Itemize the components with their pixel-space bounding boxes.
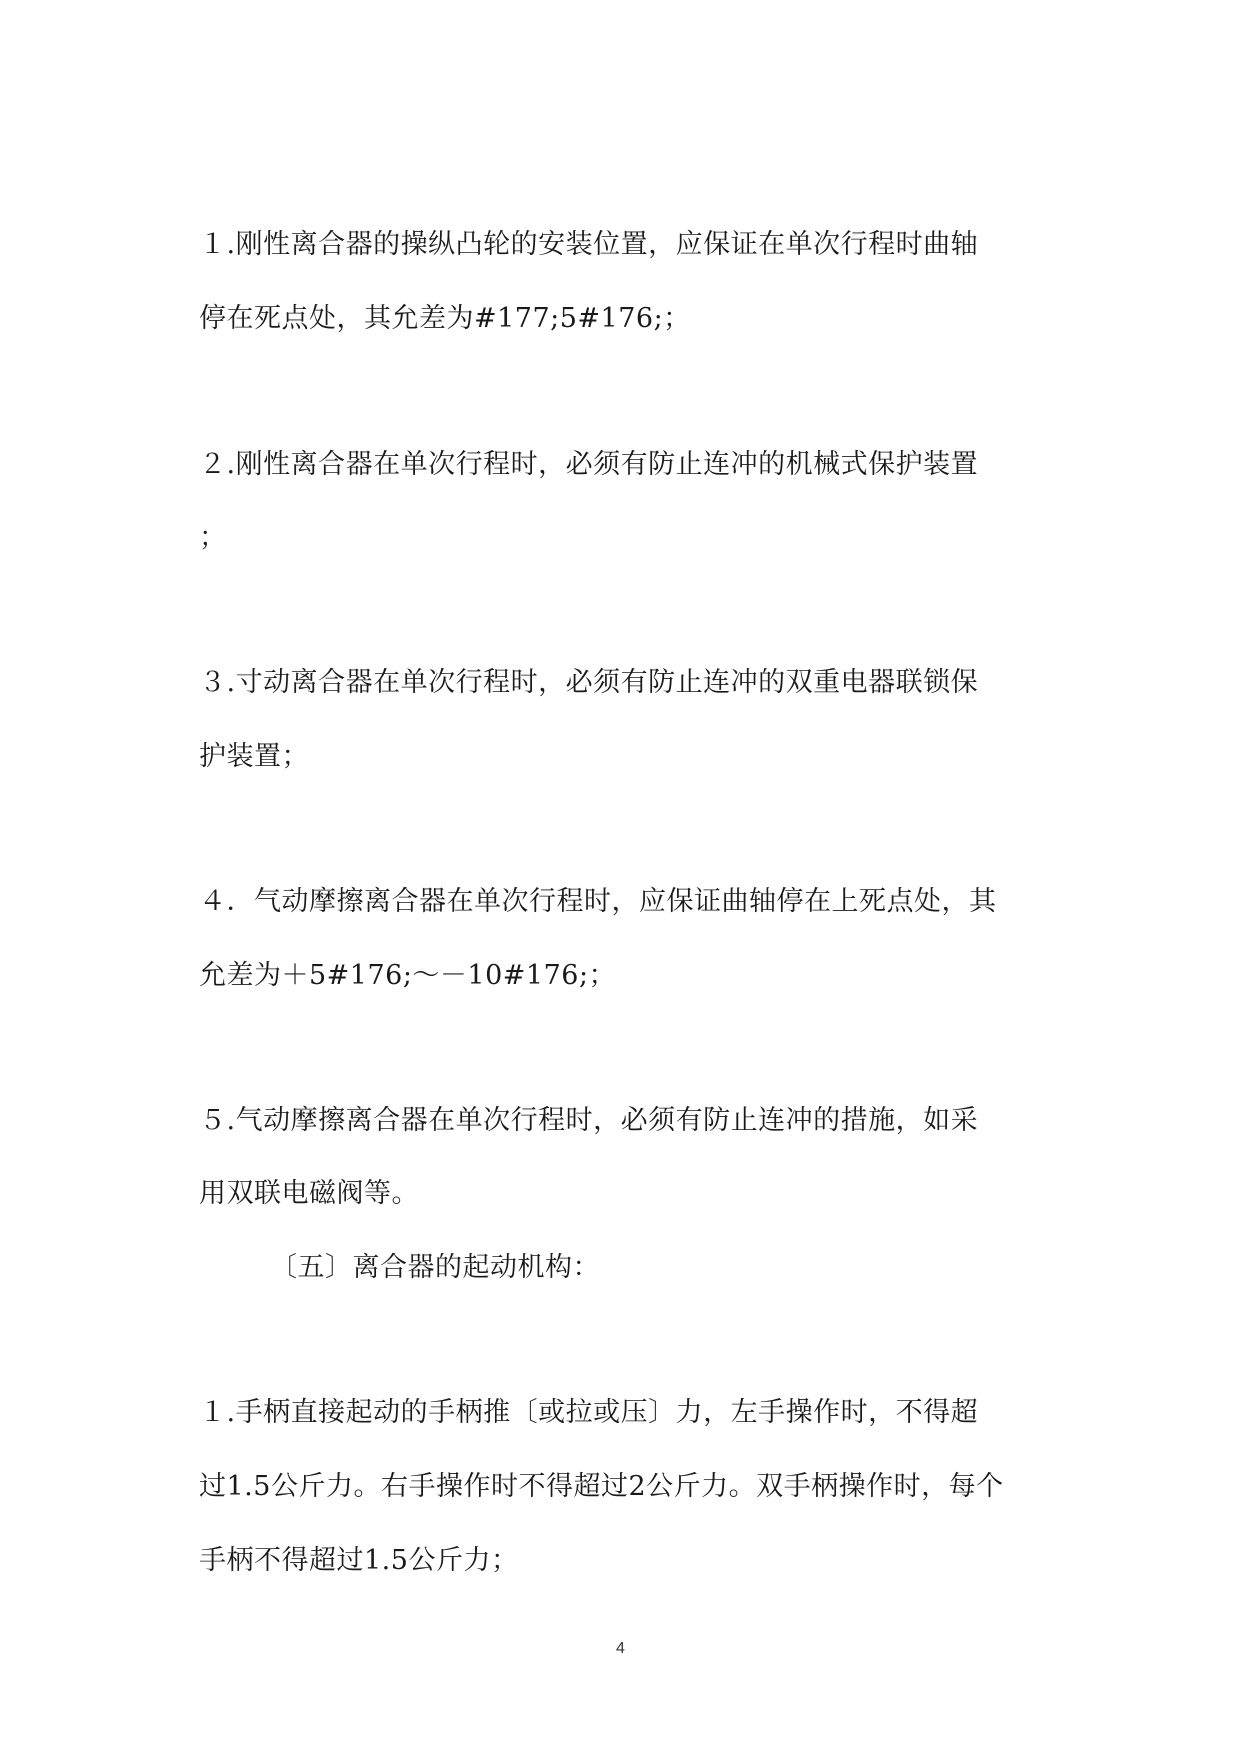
paragraph-6-line-1: １.手柄直接起动的手柄推〔或拉或压〕力，左手操作时，不得超: [199, 1397, 979, 1428]
paragraph-6-line-3: 手柄不得超过1.5公斤力；: [199, 1545, 519, 1576]
page-number: 4: [616, 1640, 625, 1657]
paragraph-4-line-1: ４．气动摩擦离合器在单次行程时，应保证曲轴停在上死点处，其: [199, 886, 997, 917]
paragraph-6-line-2: 过1.5公斤力。右手操作时不得超过2公斤力。双手柄操作时，每个: [199, 1471, 1004, 1502]
paragraph-5-line-1: ５.气动摩擦离合器在单次行程时，必须有防止连冲的措施，如采: [199, 1105, 979, 1136]
paragraph-5-line-2: 用双联电磁阀等。: [199, 1178, 419, 1209]
paragraph-2-line-1: ２.刚性离合器在单次行程时，必须有防止连冲的机械式保护装置: [199, 449, 979, 480]
paragraph-1-line-1: １.刚性离合器的操纵凸轮的安装位置，应保证在单次行程时曲轴: [199, 229, 979, 260]
paragraph-3-line-1: ３.寸动离合器在单次行程时，必须有防止连冲的双重电器联锁保: [199, 667, 979, 698]
section-heading: 〔五〕离合器的起动机构：: [270, 1252, 600, 1283]
paragraph-4-line-2: 允差为＋5#176;～－10#176;；: [199, 960, 617, 991]
paragraph-2-line-2: ；: [199, 522, 227, 553]
paragraph-1-line-2: 停在死点处，其允差为#177;5#176;；: [199, 303, 691, 334]
paragraph-3-line-2: 护装置；: [199, 741, 309, 772]
